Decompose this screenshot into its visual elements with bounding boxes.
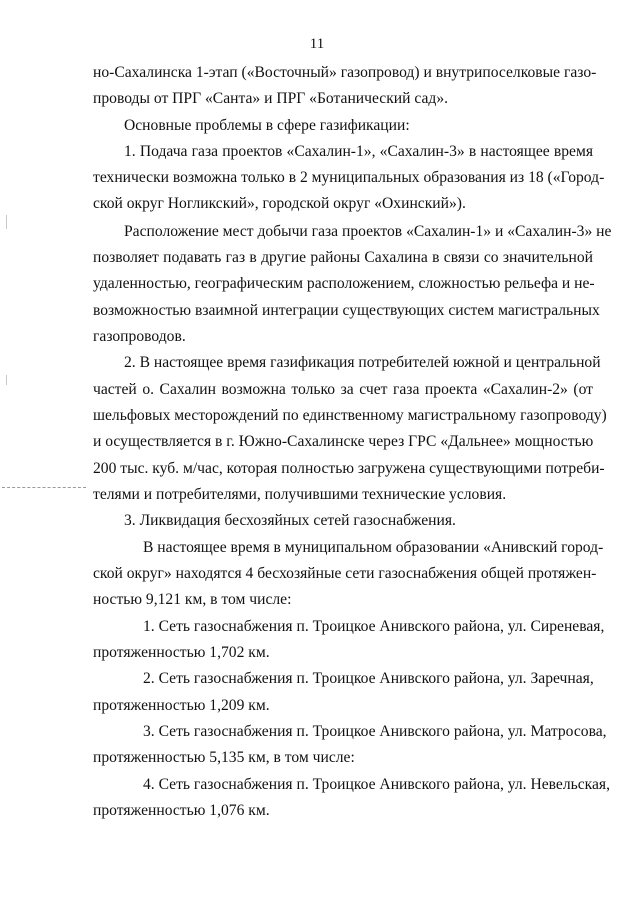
text-line-26: 3. Сеть газоснабжения п. Троицкое Анивского района, ул. Матросова, (143, 723, 607, 740)
text-line-25: протяженностью 1,209 км. (93, 697, 270, 714)
text-line-1: но-Сахалинска 1-этап («Восточный» газопровод) и внутрипоселковые газо- (93, 64, 597, 81)
text-line-24: 2. Сеть газоснабжения п. Троицкое Анивского района, ул. Заречная, (143, 670, 594, 687)
text-line-13: частей о. Сахалин возможна только за счет газа проекта «Сахалин-2» (от (93, 381, 593, 398)
margin-dash-line (2, 487, 86, 488)
text-line-18: 3. Ликвидация бесхозяйных сетей газоснабжения. (124, 512, 456, 529)
text-line-11: газопроводов. (93, 328, 186, 345)
text-line-3: Основные проблемы в сфере газификации: (124, 117, 410, 134)
edge-speck (6, 215, 7, 229)
text-line-4: 1. Подача газа проектов «Сахалин-1», «Сахалин-3» в настоящее время (124, 143, 593, 160)
text-line-5: технически возможна только в 2 муниципальных образования из 18 («Город- (93, 169, 605, 186)
text-line-15: и осуществляется в г. Южно-Сахалинске через ГРС «Дальнее» мощностью (93, 433, 594, 450)
text-line-16: 200 тыс. куб. м/час, которая полностью загружена существующими потреби- (93, 460, 605, 477)
text-line-22: 1. Сеть газоснабжения п. Троицкое Анивского района, ул. Сиреневая, (143, 618, 605, 635)
text-line-12: 2. В настоящее время газификация потребителей южной и центральной (124, 354, 601, 371)
text-line-19: В настоящее время в муниципальном образовании «Анивский город- (143, 539, 604, 556)
page-number: 11 (309, 36, 325, 52)
text-line-14: шельфовых месторождений по единственному магистральному газопроводу) (93, 407, 607, 424)
text-line-29: протяженностью 1,076 км. (93, 802, 270, 819)
text-line-6: ской округ Ногликский», городской округ «Охинский»). (93, 195, 466, 212)
text-line-9: удаленностью, географическим расположением, сложностью рельефа и не- (93, 275, 595, 292)
edge-speck (6, 375, 7, 385)
text-line-10: возможностью взаимной интеграции существующих систем магистральных (93, 302, 600, 319)
text-line-23: протяженностью 1,702 км. (93, 644, 270, 661)
text-line-17: телями и потребителями, получившими технические условия. (93, 486, 507, 503)
text-line-7: Расположение мест добычи газа проектов «Сахалин-1» и «Сахалин-3» не (124, 223, 612, 240)
text-line-27: протяженностью 5,135 км, в том числе: (93, 749, 355, 766)
text-line-2: проводы от ПРГ «Санта» и ПРГ «Ботанический сад». (93, 90, 449, 107)
text-line-28: 4. Сеть газоснабжения п. Троицкое Анивского района, ул. Невельская, (143, 776, 610, 793)
text-line-20: ской округ» находятся 4 бесхозяйные сети газоснабжения общей протяжен- (93, 565, 597, 582)
text-line-21: ностью 9,121 км, в том числе: (93, 591, 292, 608)
text-line-8: позволяет подавать газ в другие районы Сахалина в связи со значительной (93, 249, 593, 266)
